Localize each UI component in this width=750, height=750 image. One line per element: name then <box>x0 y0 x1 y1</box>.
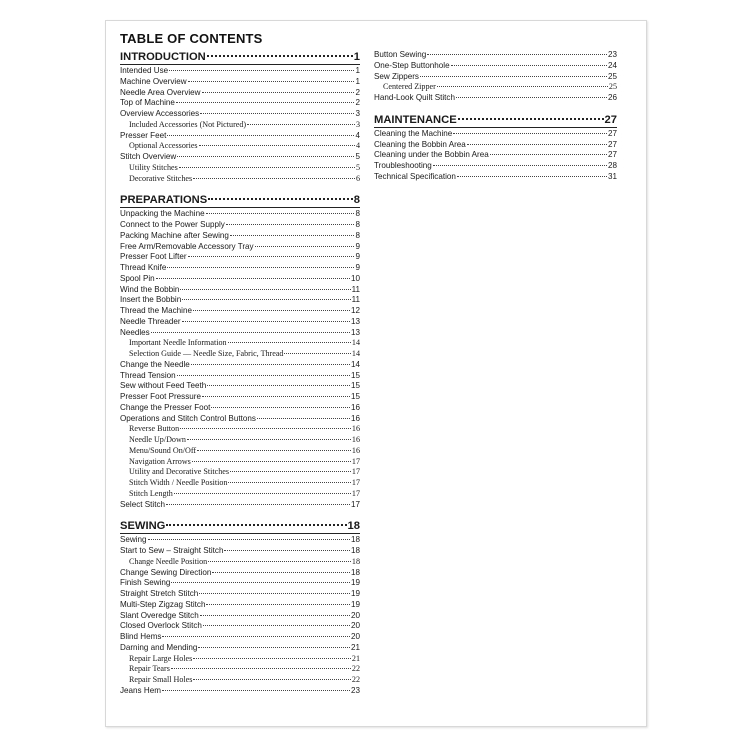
entry-label: Thread Tension <box>120 370 176 380</box>
toc-section-sewing <box>120 519 360 696</box>
entry-label: Insert the Bobbin <box>120 295 182 305</box>
entry-label: Stitch Width / Needle Position <box>129 478 228 487</box>
entry-label: Thread the Machine <box>120 306 192 315</box>
entry-page-number: 4 <box>355 130 360 140</box>
section-heading-label: SEWING <box>120 520 166 533</box>
toc-entry <box>374 72 617 83</box>
entry-page-number: 2 <box>355 98 360 108</box>
dot-leader <box>177 375 350 376</box>
entry-label: Needles <box>120 327 150 337</box>
toc-entry <box>120 600 360 611</box>
dot-leader <box>200 113 354 114</box>
toc-entry <box>120 98 360 109</box>
dot-leader <box>171 668 351 669</box>
entry-label: Change the Needle <box>120 359 190 369</box>
dot-leader <box>255 246 355 247</box>
dot-leader <box>179 167 355 168</box>
dot-leader <box>247 124 355 125</box>
dot-leader <box>458 118 604 120</box>
toc-section-heading <box>120 50 360 65</box>
section-page-number: 1 <box>353 51 360 63</box>
dot-leader <box>208 198 353 200</box>
entry-page-number: 15 <box>350 381 360 391</box>
entry-label: Wind the Bobbin <box>120 284 180 294</box>
toc-subentry <box>120 675 360 686</box>
entry-label: Straight Stretch Stitch <box>120 589 199 598</box>
entry-page-number: 11 <box>351 284 360 294</box>
entry-label: Repair Tears <box>129 664 170 674</box>
toc-subentry <box>120 654 360 665</box>
toc-entry <box>120 568 360 579</box>
entry-label: Presser Foot Lifter <box>120 252 187 262</box>
entry-page-number: 18 <box>350 567 360 577</box>
entry-page-number: 5 <box>355 162 360 172</box>
toc-subentry <box>120 174 360 185</box>
entry-page-number: 22 <box>351 675 360 684</box>
entry-page-number: 8 <box>355 220 360 229</box>
entry-label: Included Accessories (Not Pictured) <box>129 119 247 129</box>
entry-page-number: 21 <box>350 642 360 652</box>
dot-leader <box>162 690 350 691</box>
dot-leader <box>427 54 607 55</box>
entry-label: Start to Sew – Straight Stitch <box>120 546 224 555</box>
entry-label: One-Step Buttonhole <box>374 60 450 70</box>
toc-entry <box>374 61 617 72</box>
toc-section-heading <box>120 193 360 208</box>
dot-leader <box>188 256 355 257</box>
toc-entry <box>120 131 360 142</box>
entry-label: Needle Threader <box>120 316 181 326</box>
entry-label: Repair Small Holes <box>129 675 193 684</box>
entry-label: Decorative Stitches <box>129 173 193 183</box>
entry-page-number: 3 <box>355 109 360 118</box>
toc-entry <box>120 546 360 557</box>
entry-label: Intended Use <box>120 66 169 75</box>
entry-label: Hand-Look Quilt Stitch <box>374 93 455 102</box>
entry-label: Cleaning under the Bobbin Area <box>374 150 489 160</box>
dot-leader <box>211 407 350 408</box>
dot-leader <box>177 156 354 157</box>
dot-leader <box>171 582 350 583</box>
dot-leader <box>451 65 607 66</box>
entry-page-number: 25 <box>607 71 617 81</box>
entry-page-number: 13 <box>350 316 360 326</box>
dot-leader <box>193 310 350 311</box>
dot-leader <box>230 235 355 236</box>
entry-page-number: 1 <box>355 76 360 86</box>
dot-leader <box>203 625 350 626</box>
dot-leader <box>420 76 607 77</box>
entry-page-number: 25 <box>608 82 617 92</box>
toc-entry <box>120 242 360 253</box>
toc-subentry <box>120 349 360 360</box>
dot-leader <box>167 135 354 136</box>
toc-subentry <box>120 557 360 568</box>
toc-entry <box>120 643 360 654</box>
dot-leader <box>467 144 607 145</box>
dot-leader <box>206 604 350 605</box>
toc-entry <box>120 611 360 622</box>
toc-entry <box>120 371 360 382</box>
entry-label: Optional Accessories <box>129 141 198 151</box>
entry-page-number: 17 <box>350 499 360 509</box>
dot-leader <box>490 154 607 155</box>
entry-label: Navigation Arrows <box>129 456 191 466</box>
entry-label: Reverse Button <box>129 424 180 434</box>
entry-page-number: 12 <box>350 306 360 315</box>
dot-leader <box>208 561 351 562</box>
entry-page-number: 16 <box>351 435 360 444</box>
toc-entry <box>120 381 360 392</box>
entry-page-number: 9 <box>355 252 360 262</box>
entry-page-number: 24 <box>607 60 617 70</box>
entry-label: Unpacking the Machine <box>120 209 205 219</box>
toc-entry <box>120 578 360 589</box>
dot-leader <box>167 267 354 268</box>
toc-section-heading <box>120 519 360 534</box>
dot-leader <box>176 102 355 103</box>
dot-leader <box>202 92 355 93</box>
dot-leader <box>207 385 350 386</box>
entry-label: Centered Zipper <box>383 82 436 92</box>
entry-page-number: 17 <box>351 478 360 487</box>
entry-label: Menu/Sound On/Off <box>129 445 197 455</box>
entry-label: Button Sewing <box>374 50 427 59</box>
toc-subentry <box>120 338 360 349</box>
section-page-number: 27 <box>604 113 617 126</box>
toc-subentry <box>120 489 360 500</box>
toc-entry <box>120 535 360 546</box>
dot-leader <box>212 572 350 573</box>
entry-page-number: 27 <box>607 150 617 160</box>
dot-leader <box>180 289 350 290</box>
entry-label: Needle Area Overview <box>120 87 201 97</box>
entry-page-number: 16 <box>350 413 360 423</box>
dot-leader <box>166 524 346 526</box>
entry-page-number: 20 <box>350 632 360 641</box>
toc-subentry <box>374 82 617 93</box>
dot-leader <box>174 493 351 494</box>
toc-entry <box>120 109 360 120</box>
toc-entry <box>120 295 360 306</box>
toc-entry <box>120 632 360 643</box>
entry-label: Presser Foot Pressure <box>120 392 201 401</box>
toc-entry <box>120 360 360 371</box>
entry-label: Closed Overlock Stitch <box>120 621 202 631</box>
toc-entry <box>374 50 617 61</box>
section-heading-label: PREPARATIONS <box>120 194 208 207</box>
toc-entry <box>120 328 360 339</box>
entry-label: Select Stitch <box>120 499 165 509</box>
entry-page-number: 20 <box>350 621 360 631</box>
dot-leader <box>162 636 350 637</box>
entry-page-number: 16 <box>351 424 360 434</box>
entry-label: Packing Machine after Sewing <box>120 230 229 240</box>
dot-leader <box>224 550 350 551</box>
toc-entry <box>120 66 360 77</box>
toc-entry <box>120 403 360 414</box>
entry-page-number: 15 <box>350 370 360 380</box>
toc-section-maintenance <box>374 113 617 183</box>
entry-label: Connect to the Power Supply <box>120 220 225 229</box>
entry-label: Stitch Overview <box>120 152 177 161</box>
entry-label: Sew without Feed Teeth <box>120 381 207 391</box>
entry-page-number: 16 <box>350 402 360 412</box>
entry-label: Presser Feet <box>120 130 167 140</box>
dot-leader <box>193 658 351 659</box>
entry-label: Technical Specification <box>374 171 456 181</box>
entry-label: Selection Guide — Needle Size, Fabric, Thread <box>129 349 284 358</box>
entry-label: Blind Hems <box>120 632 162 641</box>
section-heading-label: INTRODUCTION <box>120 51 206 63</box>
entry-label: Jeans Hem <box>120 685 161 695</box>
entry-page-number: 23 <box>350 685 360 695</box>
toc-entry <box>120 686 360 697</box>
dot-leader <box>230 471 351 472</box>
entry-label: Troubleshooting <box>374 161 432 170</box>
dot-leader <box>180 428 351 429</box>
entry-label: Change Needle Position <box>129 556 208 566</box>
entry-page-number: 21 <box>351 653 360 663</box>
entry-label: Important Needle Information <box>129 338 227 348</box>
dot-leader <box>151 332 350 333</box>
dot-leader <box>200 615 350 616</box>
entry-label: Change Sewing Direction <box>120 567 212 577</box>
entry-page-number: 14 <box>351 349 360 358</box>
dot-leader <box>206 213 355 214</box>
entry-page-number: 28 <box>607 161 617 170</box>
toc-section-introduction <box>120 50 360 184</box>
dot-leader <box>166 504 350 505</box>
entry-page-number: 4 <box>355 141 360 151</box>
dot-leader <box>257 418 350 419</box>
entry-page-number: 8 <box>355 209 360 219</box>
entry-page-number: 17 <box>351 456 360 466</box>
dot-leader <box>169 70 354 71</box>
dot-leader <box>187 439 351 440</box>
entry-page-number: 19 <box>350 599 360 609</box>
dot-leader <box>197 450 351 451</box>
toc-section-preparations <box>120 193 360 510</box>
dot-leader <box>228 342 351 343</box>
entry-label: Sew Zippers <box>374 71 419 81</box>
entry-page-number: 23 <box>607 50 617 59</box>
toc-subentry <box>120 478 360 489</box>
entry-page-number: 27 <box>607 139 617 149</box>
dot-leader <box>226 224 355 225</box>
toc-entry <box>120 88 360 99</box>
entry-label: Darning and Mending <box>120 642 198 652</box>
entry-page-number: 20 <box>350 610 360 620</box>
toc-subentry <box>120 467 360 478</box>
dot-leader <box>198 647 350 648</box>
entry-page-number: 14 <box>350 359 360 369</box>
entry-page-number: 13 <box>350 327 360 337</box>
toc-subentry <box>120 120 360 131</box>
entry-label: Needle Up/Down <box>129 435 186 444</box>
toc-entry <box>120 152 360 163</box>
dot-leader <box>193 178 355 179</box>
dot-leader <box>433 165 607 166</box>
entry-page-number: 18 <box>350 535 360 545</box>
entry-page-number: 27 <box>607 128 617 138</box>
toc-subentry <box>120 457 360 468</box>
entry-label: Thread Knife <box>120 263 167 272</box>
toc-entry <box>374 140 617 151</box>
entry-label: Operations and Stitch Control Buttons <box>120 413 256 423</box>
toc-entry <box>120 621 360 632</box>
toc-entry <box>120 306 360 317</box>
entry-page-number: 6 <box>355 173 360 183</box>
entry-label: Sewing <box>120 535 147 545</box>
entry-page-number: 16 <box>351 445 360 455</box>
entry-page-number: 9 <box>355 263 360 272</box>
dot-leader <box>148 539 350 540</box>
dot-leader <box>437 86 608 87</box>
entry-page-number: 18 <box>351 556 360 566</box>
section-page-number: 18 <box>347 520 360 533</box>
toc-entry <box>120 220 360 231</box>
entry-label: Free Arm/Removable Accessory Tray <box>120 241 254 251</box>
toc-entry <box>374 161 617 172</box>
toc-section-heading <box>374 113 617 128</box>
toc-entry <box>120 500 360 511</box>
entry-page-number: 19 <box>350 589 360 598</box>
page-title: TABLE OF CONTENTS <box>120 31 263 46</box>
toc-entry <box>120 231 360 242</box>
dot-leader <box>182 321 350 322</box>
entry-page-number: 10 <box>350 273 360 283</box>
entry-label: Utility and Decorative Stitches <box>129 467 230 477</box>
toc-entry <box>120 263 360 274</box>
entry-page-number: 5 <box>355 152 360 161</box>
entry-page-number: 22 <box>351 664 360 674</box>
entry-page-number: 8 <box>355 230 360 240</box>
toc-subentry <box>120 141 360 152</box>
dot-leader <box>192 461 351 462</box>
toc-entry <box>120 274 360 285</box>
dot-leader <box>193 679 351 680</box>
toc-column-right <box>374 50 617 192</box>
entry-page-number: 31 <box>607 171 617 181</box>
dot-leader <box>188 81 355 82</box>
toc-subentry <box>120 163 360 174</box>
dot-leader <box>191 364 350 365</box>
entry-page-number: 2 <box>355 87 360 97</box>
dot-leader <box>199 145 355 146</box>
toc-section-continued <box>374 50 617 104</box>
entry-label: Utility Stitches <box>129 162 178 172</box>
entry-label: Stitch Length <box>129 488 173 498</box>
entry-page-number: 14 <box>351 338 360 348</box>
toc-entry <box>120 252 360 263</box>
toc-subentry <box>120 664 360 675</box>
entry-label: Change the Presser Foot <box>120 402 211 412</box>
toc-entry <box>374 129 617 140</box>
entry-page-number: 26 <box>607 93 617 102</box>
entry-label: Machine Overview <box>120 76 187 86</box>
toc-column-left <box>120 50 360 706</box>
entry-page-number: 3 <box>355 119 360 129</box>
dot-leader <box>156 278 350 279</box>
toc-entry <box>374 172 617 183</box>
toc-subentry <box>120 435 360 446</box>
toc-entry <box>120 317 360 328</box>
entry-label: Cleaning the Bobbin Area <box>374 139 466 149</box>
entry-page-number: 11 <box>351 295 360 305</box>
toc-entry <box>120 209 360 220</box>
entry-label: Finish Sewing <box>120 578 171 588</box>
dot-leader <box>199 593 350 594</box>
dot-leader <box>456 97 607 98</box>
toc-entry <box>120 414 360 425</box>
toc-subentry <box>120 446 360 457</box>
dot-leader <box>284 353 350 354</box>
entry-label: Spool Pin <box>120 273 155 283</box>
dot-leader <box>453 133 607 134</box>
entry-label: Multi-Step Zigzag Stitch <box>120 599 206 609</box>
entry-page-number: 19 <box>350 578 360 588</box>
entry-label: Cleaning the Machine <box>374 128 453 138</box>
entry-page-number: 1 <box>355 66 360 75</box>
dot-leader <box>182 299 350 300</box>
section-page-number: 8 <box>353 194 360 207</box>
document-page <box>105 20 647 727</box>
toc-entry <box>120 77 360 88</box>
entry-page-number: 9 <box>355 241 360 251</box>
entry-label: Slant Overedge Stitch <box>120 610 199 620</box>
dot-leader <box>228 482 350 483</box>
toc-entry <box>374 93 617 104</box>
toc-entry <box>120 392 360 403</box>
toc-entry <box>374 150 617 161</box>
entry-page-number: 17 <box>351 488 360 498</box>
toc-entry <box>120 285 360 296</box>
toc-subentry <box>120 424 360 435</box>
entry-label: Top of Machine <box>120 98 175 108</box>
entry-page-number: 18 <box>350 546 360 555</box>
dot-leader <box>457 176 607 177</box>
entry-label: Repair Large Holes <box>129 653 193 663</box>
dot-leader <box>202 396 350 397</box>
section-heading-label: MAINTENANCE <box>374 113 457 126</box>
entry-label: Overview Accessories <box>120 109 200 118</box>
entry-page-number: 17 <box>351 467 360 477</box>
entry-page-number: 15 <box>350 392 360 401</box>
toc-entry <box>120 589 360 600</box>
dot-leader <box>207 55 353 57</box>
